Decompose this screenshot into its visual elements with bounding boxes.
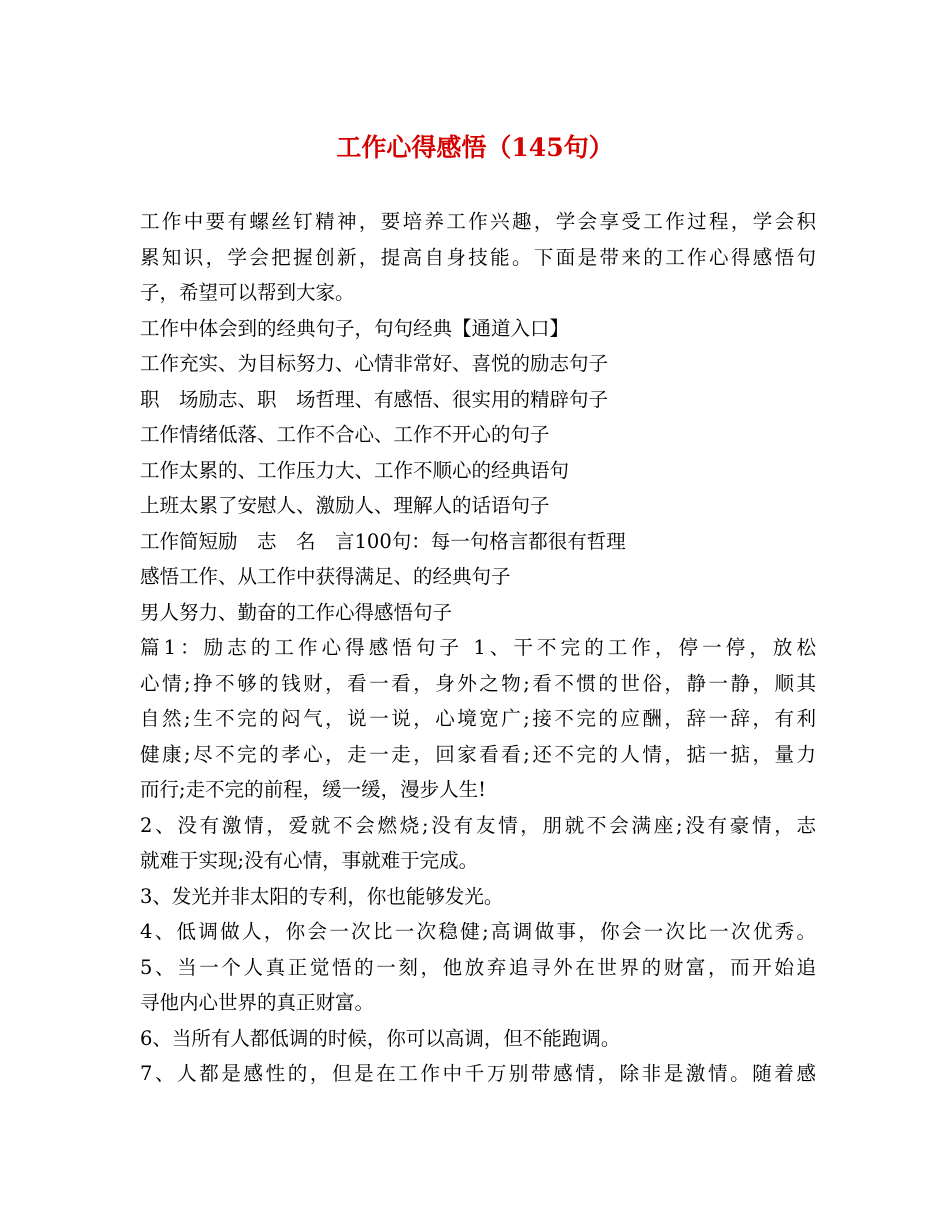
text-line: 2、没有激情，爱就不会燃烧;没有友情，朋就不会满座;没有豪情，志 (140, 813, 816, 837)
text-line: 感悟工作、从工作中获得满足、的经典句子 (140, 565, 511, 588)
text-line: 寻他内心世界的真正财富。 (140, 991, 375, 1014)
text-line: 工作太累的、工作压力大、工作不顺心的经典语句 (140, 458, 570, 482)
text-line: 上班太累了安慰人、激励人、理解人的话语句子 (140, 494, 550, 517)
text-line: 就难于实现;没有心情，事就难于完成。 (140, 849, 479, 872)
text-line: 工作中体会到的经典句子，句句经典【通道入口】 (140, 316, 570, 340)
text-line: 工作充实、为目标努力、心情非常好、喜悦的励志句子 (140, 352, 609, 375)
text-line: 自然;生不完的闷气，说一说，心境宽广;接不完的应酬，辞一辞，有利 (140, 707, 816, 730)
text-line: 工作情绪低落、工作不合心、工作不开心的句子 (140, 423, 550, 446)
text-line: 工作简短励 志 名 言100句：每一句格言都很有哲理 (140, 529, 626, 553)
text-line: 5、当一个人真正觉悟的一刻，他放弃追寻外在世界的财富，而开始追 (140, 955, 816, 979)
text-line: 心情;挣不够的钱财，看一看，身外之物;看不惯的世俗，静一静，顺其 (140, 671, 816, 695)
text-line: 7、人都是感性的，但是在工作中千万别带感情，除非是激情。随着感 (140, 1062, 816, 1085)
text-line: 4、低调做人，你会一次比一次稳健;高调做事，你会一次比一次优秀。 (140, 920, 816, 943)
text-line: 6、当所有人都低调的时候，你可以高调，但不能跑调。 (140, 1026, 621, 1050)
text-line: 健康;尽不完的孝心，走一走，回家看看;还不完的人情，掂一掂，量力 (140, 742, 816, 766)
text-line: 累知识，学会把握创新，提高自身技能。下面是带来的工作心得感悟句 (140, 245, 816, 269)
text-line: 篇1：励志的工作心得感悟句子 1、干不完的工作，停一停，放松 (140, 636, 816, 659)
text-line: 而行;走不完的前程，缓一缓，漫步人生! (140, 778, 486, 801)
text-line: 3、发光并非太阳的专利，你也能够发光。 (140, 884, 504, 908)
text-line: 职 场励志、职 场哲理、有感悟、很实用的精辟句子 (140, 387, 609, 411)
text-line: 男人努力、勤奋的工作心得感悟句子 (140, 600, 453, 624)
text-line: 工作中要有螺丝钉精神，要培养工作兴趣，学会享受工作过程，学会积 (140, 210, 816, 233)
document-title: 工作心得感悟（145句） (336, 133, 614, 162)
document-body (140, 204, 816, 1092)
text-line: 子，希望可以帮到大家。 (140, 281, 355, 304)
